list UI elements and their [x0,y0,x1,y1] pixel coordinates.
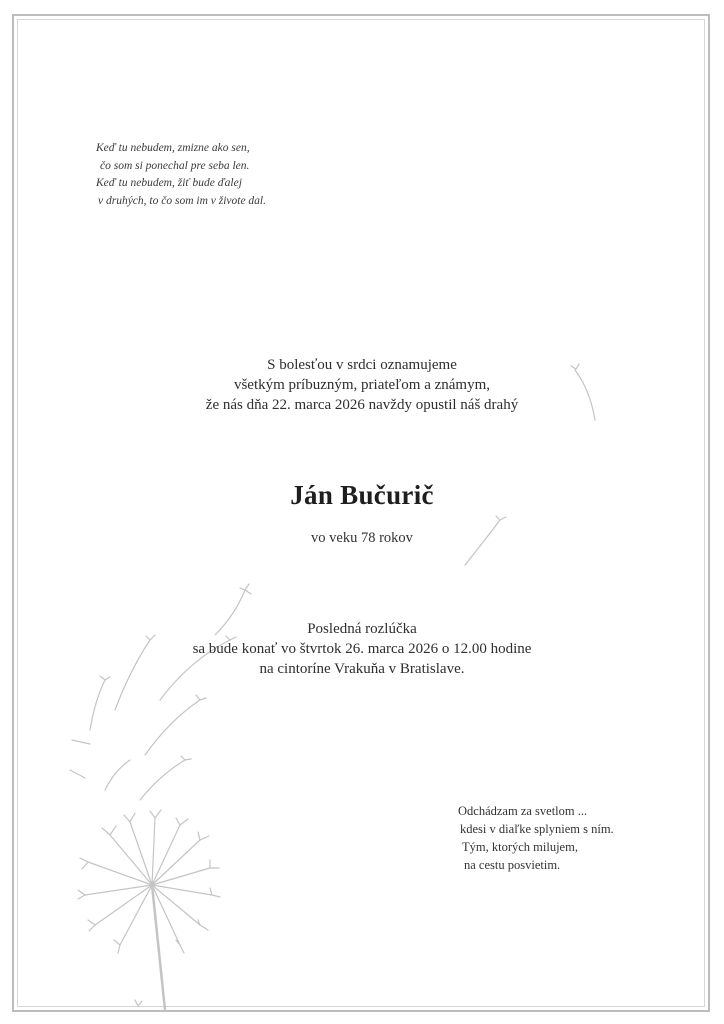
funeral-info [100,619,624,679]
poem-top-line: Keď tu nebudem, zmizne ako sen, [96,142,250,154]
announcement-line: že nás dňa 22. marca 2026 navždy opustil náš drahý [205,397,519,413]
funeral-info-line: na cintoríne Vrakuňa v Bratislave. [259,661,465,677]
poem-bottom [458,802,668,874]
deceased-name: Ján Bučurič [290,480,434,510]
poem-top-line: Keď tu nebudem, žiť bude ďalej [96,177,242,189]
funeral-info-line: Posledná rozlúčka [307,621,417,637]
poem-bottom-line: na cestu posvietim. [464,858,561,872]
poem-top-line: čo som si ponechal pre seba len. [100,159,250,172]
funeral-info-line: sa bude konať vo štvrtok 26. marca 2026 o 12.00 hodine [192,641,532,657]
deceased-age: vo veku 78 rokov [311,530,413,546]
poem-bottom-line: Tým, ktorých milujem, [462,840,578,854]
announcement [100,355,624,415]
poem-top-line: v druhých, to čo som im v živote dal. [98,194,266,207]
poem-bottom-line: kdesi v diaľke splyniem s ním. [460,822,614,836]
poem-bottom-line: Odchádzam za svetlom ... [458,804,588,818]
announcement-line: všetkým príbuzným, priateľom a známym, [233,377,491,393]
announcement-line: S bolesťou v srdci oznamujeme [267,357,457,373]
poem-top [96,140,356,210]
